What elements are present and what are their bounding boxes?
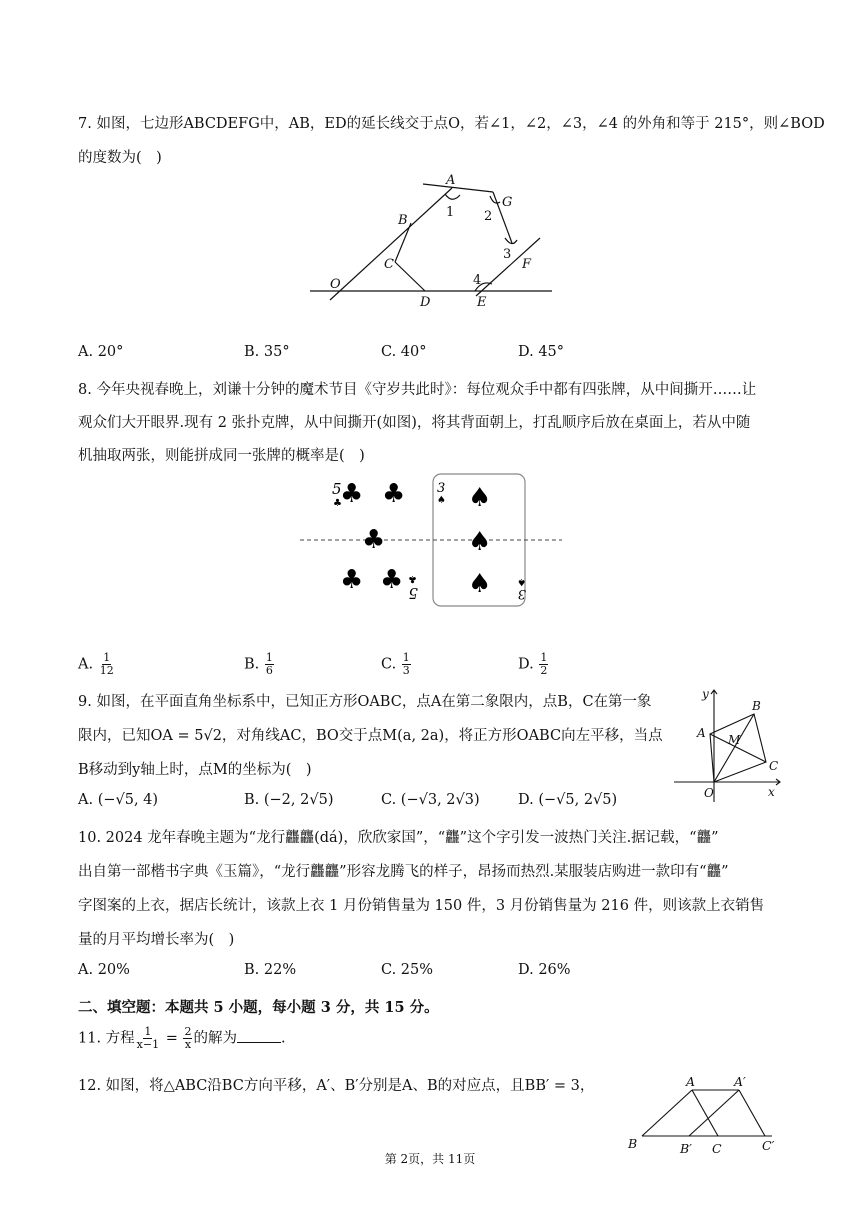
q10-option-b[interactable]: B. 22% bbox=[244, 962, 297, 978]
numerator: 1 bbox=[402, 651, 410, 664]
q9-label-x: x bbox=[768, 785, 775, 799]
q7-label-e: E bbox=[477, 295, 487, 310]
q8-option-a-prefix: A. bbox=[78, 656, 98, 673]
club-card-rank: 5 bbox=[332, 480, 342, 498]
q7-line2: 的度数为( ) bbox=[78, 150, 162, 166]
q7-label-c: C bbox=[384, 257, 394, 272]
q12-label-b-prime: B′ bbox=[680, 1141, 693, 1156]
club-icon: ♣ bbox=[382, 479, 406, 509]
q8-option-a[interactable] bbox=[78, 652, 116, 677]
q7-label-4: 4 bbox=[473, 273, 482, 288]
page-footer: 第 2页，共 11页 bbox=[384, 1152, 476, 1166]
q7-option-c[interactable]: C. 40° bbox=[381, 344, 427, 360]
q7-line-cd bbox=[395, 262, 425, 291]
q10-line2: 出自第一部楷书字典《玉篇》，“龙行龘龘”形容龙腾飞的样子，昂扬而热烈.某服装店购进一款印有“龘” bbox=[78, 864, 729, 880]
denominator: x bbox=[184, 1038, 192, 1051]
q8-option-a-fraction bbox=[99, 652, 115, 677]
numerator: 1 bbox=[265, 651, 273, 664]
q7-heptagon-figure bbox=[300, 170, 570, 310]
q7-label-g: G bbox=[502, 195, 513, 210]
q7-label-3: 3 bbox=[503, 247, 512, 262]
q12-translation-figure bbox=[622, 1074, 790, 1158]
denominator: 2 bbox=[540, 664, 548, 677]
q10-option-d[interactable]: D. 26% bbox=[518, 962, 571, 978]
q7-option-b[interactable]: B. 35° bbox=[244, 344, 290, 360]
q11-suffix: 的解为 bbox=[193, 1030, 237, 1047]
q11-end: . bbox=[280, 1030, 286, 1047]
q8-line2: 观众们大开眼界.现有 2 张扑克牌，从中间撕开(如图)，将其背面朝上，打乱顺序后放在桌面上，若从中随 bbox=[78, 415, 751, 431]
diagonal-bo bbox=[714, 714, 754, 782]
q9-label-c: C bbox=[769, 759, 779, 773]
numerator: 1 bbox=[103, 651, 111, 664]
q10-option-a[interactable]: A. 20% bbox=[78, 962, 130, 978]
spade-icon: ♠ bbox=[468, 483, 492, 513]
q9-option-b[interactable]: B. (−2, 2√5) bbox=[244, 792, 334, 808]
q7-line-ab bbox=[330, 188, 455, 300]
q12-label-c-prime: C′ bbox=[762, 1138, 775, 1153]
q8-option-c[interactable] bbox=[381, 652, 412, 677]
q8-line1: 8. 今年央视春晚上，刘谦十分钟的魔术节目《守岁共此时》：每位观众手中都有四张牌，从中间撕开……让 bbox=[78, 382, 757, 398]
q9-label-m: M bbox=[728, 733, 741, 747]
q8-cards-figure bbox=[300, 470, 562, 610]
q11-answer-blank[interactable] bbox=[237, 1030, 281, 1043]
q7-label-a: A bbox=[446, 173, 456, 188]
q7-option-a[interactable]: A. 20° bbox=[78, 344, 124, 360]
side-a-prime-c-prime bbox=[739, 1090, 765, 1136]
q8-option-c-fraction bbox=[402, 652, 411, 677]
q9-label-o: O bbox=[704, 786, 714, 800]
q8-option-c-prefix: C. bbox=[381, 656, 401, 673]
q9-label-y: y bbox=[702, 687, 709, 701]
club-card-rank-inverted: 5 bbox=[408, 584, 418, 602]
q8-option-d-prefix: D. bbox=[518, 656, 539, 673]
q8-option-d[interactable] bbox=[518, 652, 549, 677]
section-fill-in-title: 二、填空题：本题共 5 小题，每小题 3 分，共 15 分。 bbox=[78, 999, 439, 1016]
q8-option-b-fraction bbox=[265, 652, 274, 677]
spade-small-icon: ♠ bbox=[517, 576, 526, 587]
q7-label-f: F bbox=[522, 257, 532, 272]
q10-option-c[interactable]: C. 25% bbox=[381, 962, 434, 978]
q9-label-b: B bbox=[752, 699, 761, 713]
q9-label-a: A bbox=[697, 726, 706, 740]
q8-option-b[interactable] bbox=[244, 652, 275, 677]
q7-label-2: 2 bbox=[484, 209, 493, 224]
q9-option-d[interactable]: D. (−√5, 2√5) bbox=[518, 792, 618, 808]
side-ab bbox=[642, 1090, 692, 1136]
denominator: x−1 bbox=[136, 1038, 160, 1051]
numerator: 2 bbox=[184, 1025, 192, 1038]
q7-line-ag bbox=[423, 184, 493, 192]
q12-label-a-prime: A′ bbox=[734, 1074, 746, 1089]
club-small-icon: ♣ bbox=[408, 573, 417, 584]
club-icon: ♣ bbox=[340, 565, 364, 595]
club-icon: ♣ bbox=[340, 479, 364, 509]
q8-option-d-fraction bbox=[539, 652, 548, 677]
q9-line1: 9. 如图，在平面直角坐标系中，已知正方形OABC，点A在第二象限内，点B，C在第一象 bbox=[78, 694, 652, 710]
q7-label-b: B bbox=[398, 213, 408, 228]
spade-card-rank: 3 bbox=[437, 481, 446, 496]
q8-option-b-prefix: B. bbox=[244, 656, 264, 673]
spade-icon: ♠ bbox=[468, 569, 492, 599]
denominator: 3 bbox=[402, 664, 410, 677]
numerator: 1 bbox=[144, 1025, 152, 1038]
q9-square-coordinate-figure bbox=[672, 684, 788, 804]
club-icon: ♣ bbox=[362, 525, 386, 555]
q12-label-a: A bbox=[686, 1074, 696, 1089]
denominator: 12 bbox=[99, 664, 114, 677]
numerator: 1 bbox=[540, 651, 548, 664]
spade-small-icon: ♠ bbox=[437, 495, 446, 506]
q9-option-c[interactable]: C. (−√3, 2√3) bbox=[381, 792, 480, 808]
q12-label-b: B bbox=[628, 1136, 638, 1151]
q10-line3: 字图案的上衣，据店长统计，该款上衣 1 月份销售量为 150 件，3 月份销售量为 216 件，则该款上衣销售 bbox=[78, 898, 765, 914]
q11-line bbox=[78, 1026, 286, 1051]
denominator: 6 bbox=[265, 664, 273, 677]
q11-equals: = bbox=[161, 1030, 183, 1047]
spade-card-rank-inverted: 3 bbox=[517, 586, 526, 601]
q10-line4: 量的月平均增长率为( ) bbox=[78, 932, 235, 948]
q7-line-bc bbox=[395, 223, 411, 262]
q7-label-1: 1 bbox=[446, 205, 455, 220]
q7-angle-1 bbox=[445, 194, 460, 199]
q9-line3: B移动到y轴上时，点M的坐标为( ) bbox=[78, 762, 312, 778]
q11-prefix: 11. 方程 bbox=[78, 1030, 135, 1047]
q10-line1: 10. 2024 龙年春晚主题为“龙行龘龘(dá)，欣欣家国”，“龘”这个字引发一波热门关注.据记载，“龘” bbox=[78, 830, 719, 846]
q7-option-d[interactable]: D. 45° bbox=[518, 344, 565, 360]
q7-label-o: O bbox=[330, 277, 341, 292]
q11-fraction-right bbox=[183, 1026, 192, 1051]
spade-icon: ♠ bbox=[468, 527, 492, 557]
q7-line1: 7. 如图，七边形ABCDEFG中，AB，ED的延长线交于点O，若∠1，∠2，∠3，∠4 的外角和等于 215°，则∠BOD bbox=[78, 116, 825, 132]
club-small-icon: ♣ bbox=[333, 498, 342, 509]
q9-option-a[interactable]: A. (−√5, 4) bbox=[78, 792, 159, 808]
q8-line3: 机抽取两张，则能拼成同一张牌的概率是( ) bbox=[78, 448, 365, 464]
q11-fraction-left bbox=[136, 1026, 160, 1051]
q12-line1: 12. 如图，将△ABC沿BC方向平移，A′、B′分别是A、B的对应点，且BB′ = 3， bbox=[78, 1078, 595, 1094]
q9-line2: 限内，已知OA = 5√2，对角线AC，BO交于点M(a, 2a)，将正方形OABC向左平移，当点 bbox=[78, 728, 663, 744]
q12-label-c: C bbox=[712, 1141, 722, 1156]
club-icon: ♣ bbox=[380, 565, 404, 595]
q7-label-d: D bbox=[420, 295, 431, 310]
